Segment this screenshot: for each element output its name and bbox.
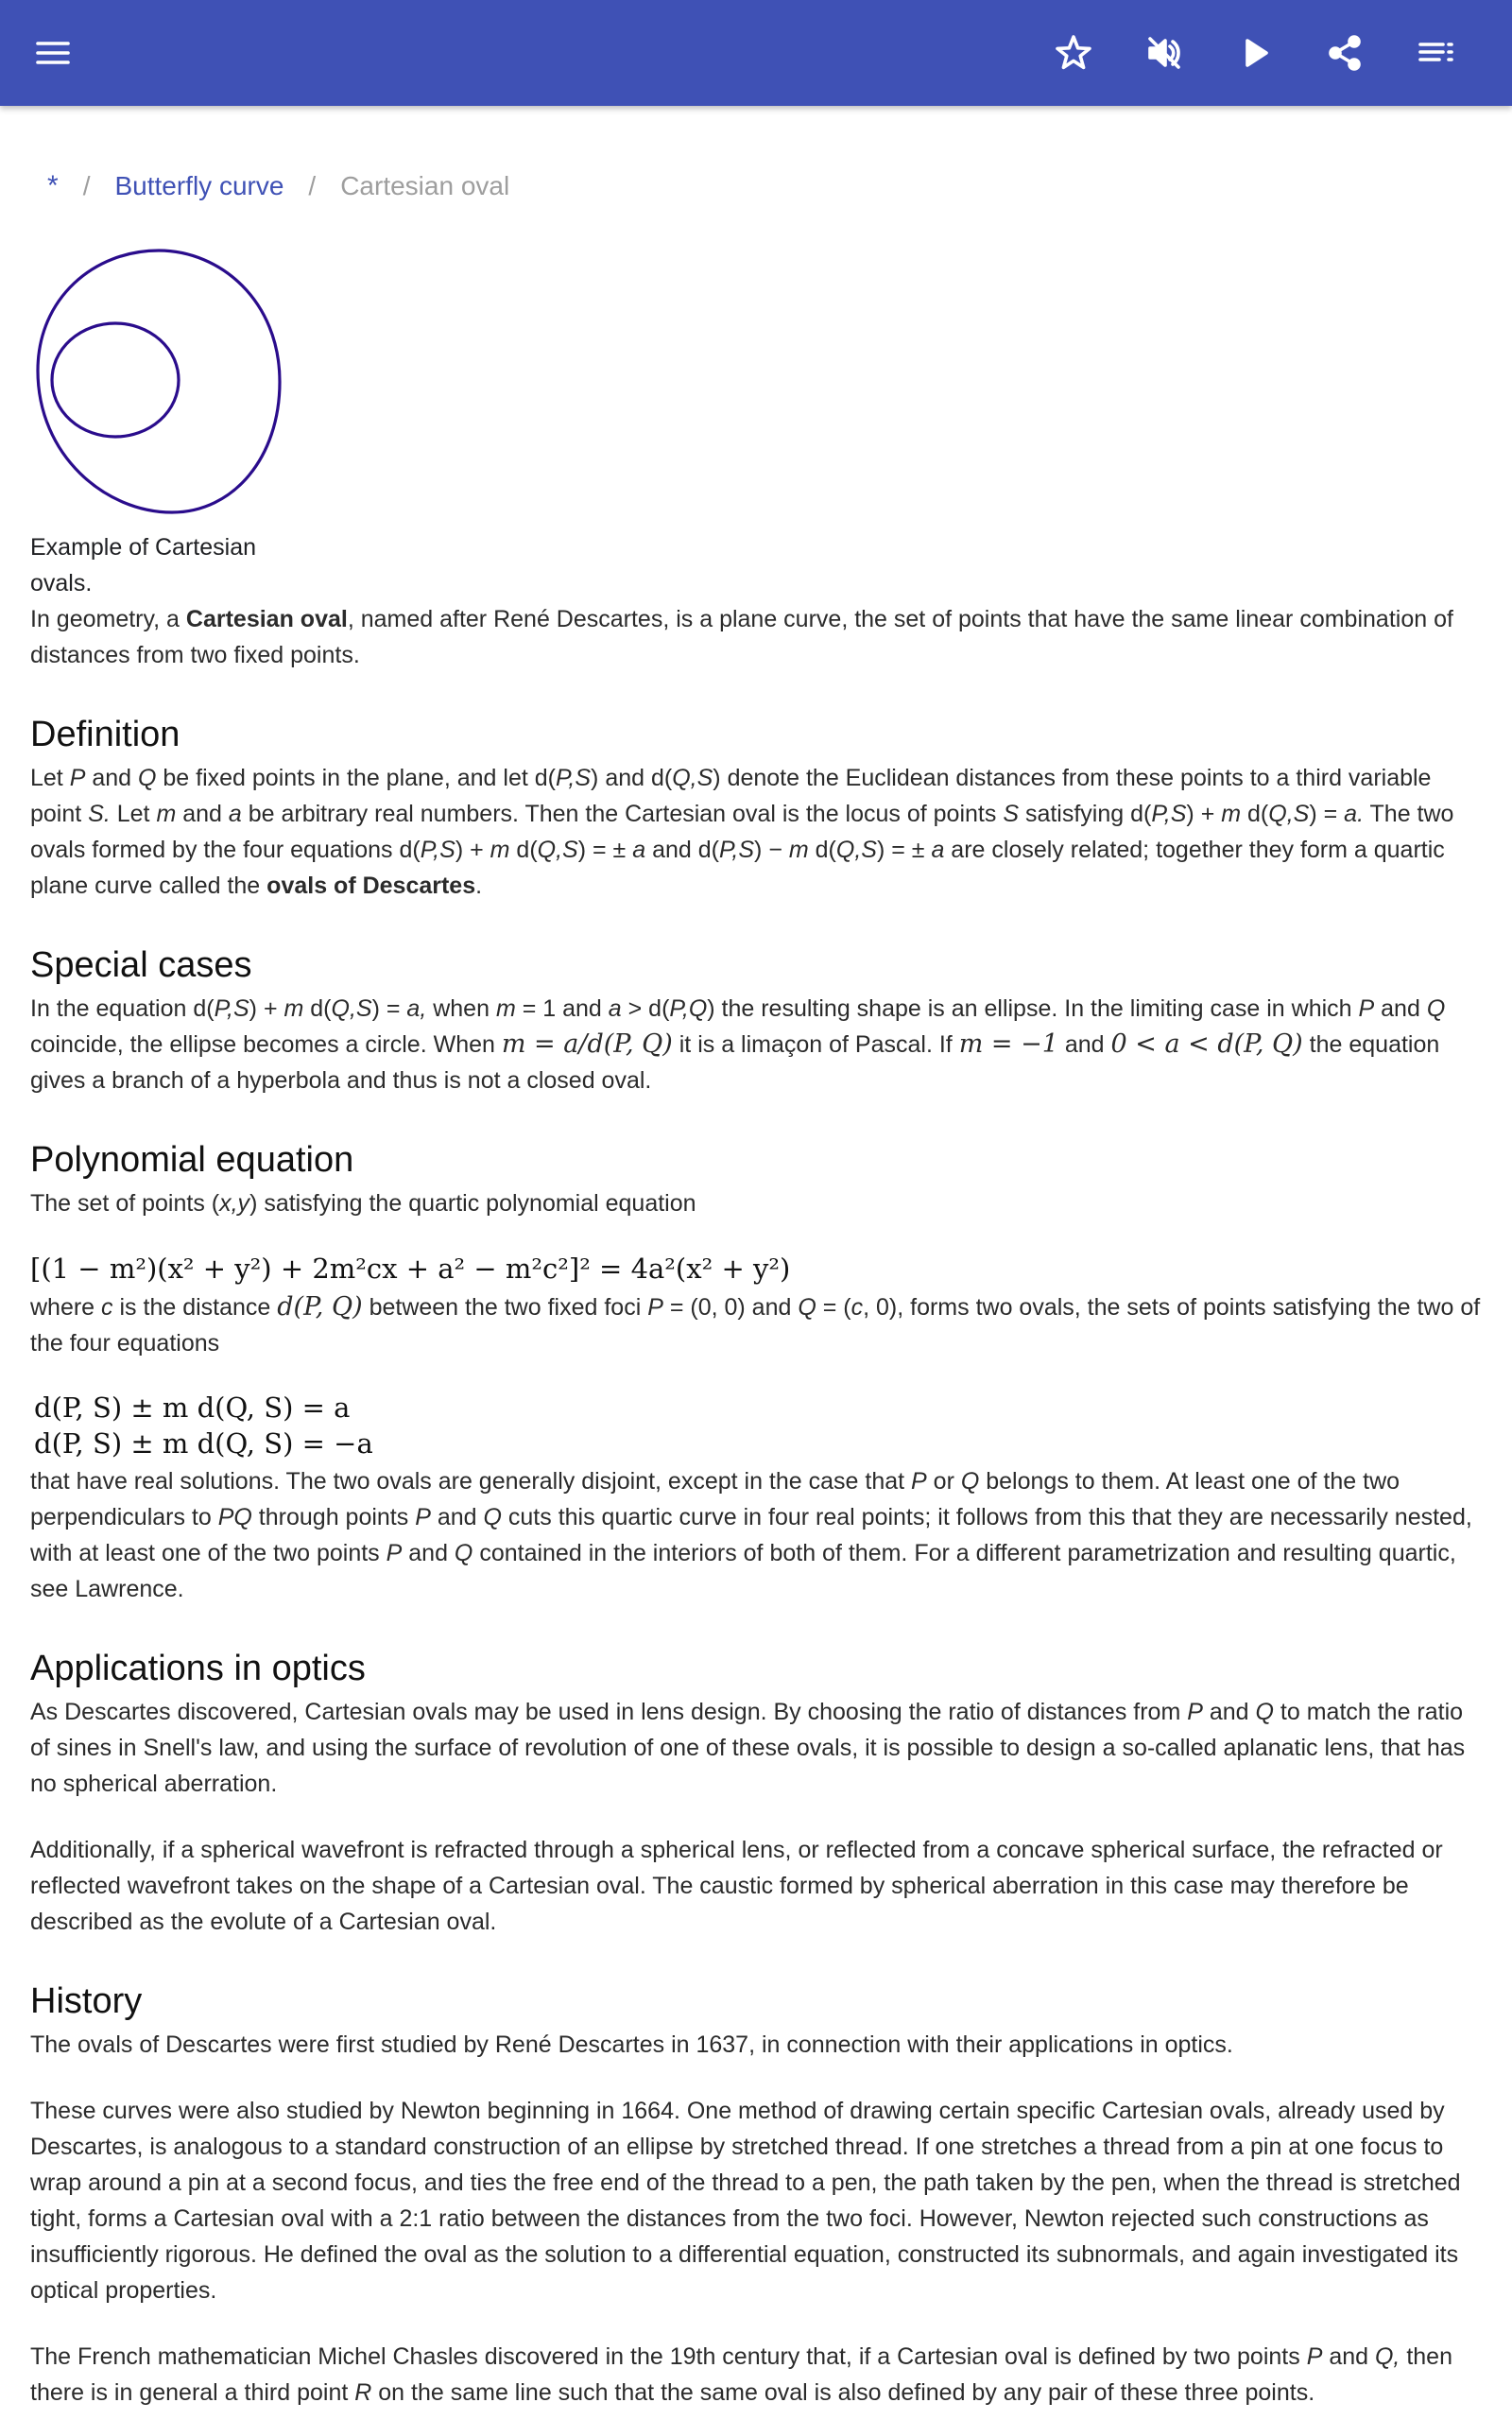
inner-oval [52,323,179,437]
figure-caption: Example of Cartesian ovals. [30,534,257,596]
section-heading-polynomial: Polynomial equation [30,1140,354,1180]
intro-paragraph: In geometry, a Cartesian oval, named after René Descartes, is a plane curve, the set of points that have the same linear combination of distances from two fixed points. [30,606,1453,668]
section-heading-special-cases: Special cases [30,945,252,985]
menu-button[interactable] [21,21,85,85]
history-paragraph-1: The ovals of Descartes were first studied by René Descartes in 1637, in connection with their applications in optics. [30,2031,1233,2058]
history-paragraph-3: The French mathematician Michel Chasles discovered in the 19th century that, if a Cartesian oval is defined by two points P and Q, then there is in general a third point R on the same line such that the same oval is also defined by any pair of these three points. [30,2343,1452,2406]
math-inline: m = −1 [958,1029,1058,1059]
breadcrumb-parent-link[interactable]: Butterfly curve [114,171,284,200]
share-button[interactable] [1313,21,1377,85]
equation-system [34,1390,1486,1461]
breadcrumb [47,170,509,202]
special-cases-paragraph: In the equation d(P,S) + m d(Q,S) = a, when m = 1 and a > d(P,Q) the resulting shape is an ellipse. In the limiting case in which P and Q coincide, the ellipse becomes a circle. When m = a/d(P, Q) it is a limaçon of Pascal. If m = −1 and 0 < a < d(P, Q) the equation gives a branch of a hyperbola and thus is not a closed oval. [30,995,1446,1094]
math-inline: m = a/d(P, Q) [501,1029,673,1059]
breadcrumb-separator: / [308,171,317,200]
section-heading-history: History [30,1981,143,2021]
breadcrumb-home[interactable]: * [47,170,59,201]
polynomial-paragraph-2: that have real solutions. The two ovals are generally disjoint, except in the case that P or Q belongs to them. At least one of the two perpendiculars to PQ through points P and Q cuts this quartic curve in four real points; it follows from this that they are necessarily nested, with at least one of the two points P and Q contained in the interiors of both of them. For a different parametrization and resulting quartic, see Lawrence. [30,1468,1472,1602]
equation-line: d(P, S) ± m d(Q, S) = a [34,1392,351,1424]
article-content [30,601,1486,2411]
polynomial-intro: The set of points (x,y) satisfying the quartic polynomial equation [30,1190,696,1217]
optics-paragraph-2: Additionally, if a spherical wavefront is refracted through a spherical lens, or reflected from a concave spherical surface, the refracted or reflected wavefront takes on the shape of a Cartesian oval. The caustic formed by spherical aberration in this case may therefore be described as the evolute of a Cartesian oval. [30,1837,1443,1935]
play-button[interactable] [1223,21,1287,85]
share-icon [1324,32,1366,74]
polynomial-paragraph: where c is the distance d(P, Q) between the two fixed foci P = (0, 0) and Q = (c, 0), forms two ovals, the sets of points satisfying the two of the four equations [30,1292,1481,1357]
optics-paragraph-1: As Descartes discovered, Cartesian ovals may be used in lens design. By choosing the ratio of distances from P and Q to match the ratio of sines in Snell's law, and using the surface of revolution of one of these ovals, it is possible to design a so-called aplanatic lens, that has no spherical aberration. [30,1699,1466,1797]
quartic-equation: [(1 − m²)(x² + y²) + 2m²cx + a² − m²c²]² = 4a²(x² + y²) [30,1253,791,1285]
contents-button[interactable] [1404,21,1469,85]
section-heading-definition: Definition [30,715,180,754]
section-heading-optics: Applications in optics [30,1649,366,1688]
playlist-icon [1416,32,1457,74]
app-bar [0,0,1512,106]
history-paragraph-2: These curves were also studied by Newton beginning in 1664. One method of drawing certain specific Cartesian ovals, already used by Descartes, is analogous to a standard construction of an ellipse by stretched thread. If one stretches a thread from a pin at one focus to wrap around a pin at a second focus, and ties the free end of the thread to a pen, the path taken by the pen, when the thread is stretched tight, forms a Cartesian oval with a 2:1 ratio between the distances from the two foci. However, Newton rejected such constructions as insufficiently rigorous. He defined the oval as the solution to a differential equation, constructed its subnormals, and again investigated its optical properties. [30,2098,1461,2304]
favorite-button[interactable] [1041,21,1106,85]
menu-icon [32,32,74,74]
volume-off-icon [1143,32,1185,74]
math-inline: 0 < a < d(P, Q) [1110,1029,1303,1059]
play-icon [1234,32,1276,74]
breadcrumb-separator: / [82,171,91,200]
breadcrumb-current: Cartesian oval [340,171,510,200]
star-outline-icon [1053,32,1094,74]
cartesian-ovals-figure[interactable] [30,244,295,518]
outer-oval [38,251,280,512]
mute-button[interactable] [1132,21,1196,85]
equation-line: d(P, S) ± m d(Q, S) = −a [34,1427,373,1460]
math-inline: d(P, Q) [277,1292,363,1322]
definition-paragraph: Let P and Q be fixed points in the plane, and let d(P,S) and d(Q,S) denote the Euclidean distances from these points to a third variable point S. Let m and a be arbitrary real numbers. Then the Cartesian oval is the locus of points S satisfying d(P,S) + m d(Q,S) = a. The two ovals formed by the four equations d(P,S) + m d(Q,S) = ± a and d(P,S) − m d(Q,S) = ± a are closely related; together they form a quartic plane curve called the ovals of Descartes. [30,765,1454,899]
